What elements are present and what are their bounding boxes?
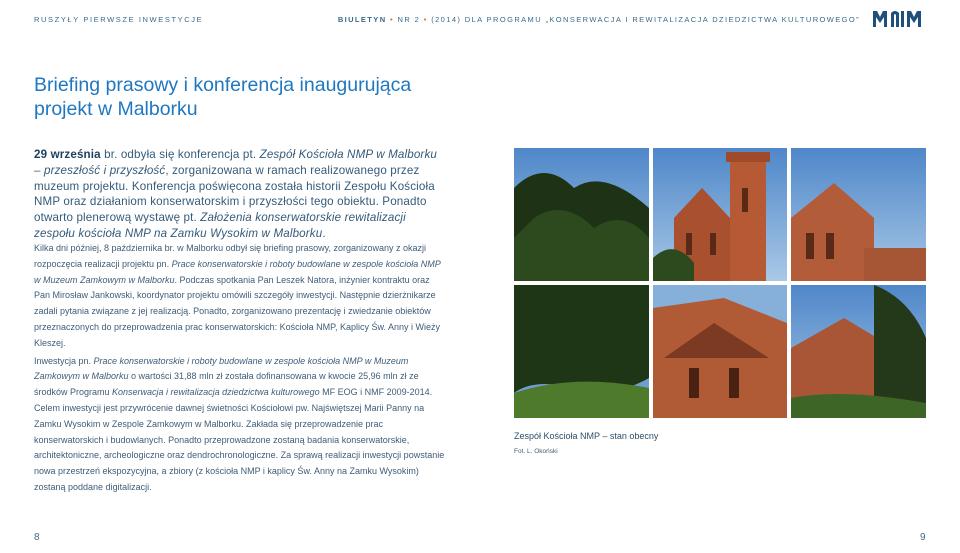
body-paragraph-1 [34, 241, 447, 352]
bulletin-header: BIULETYN • NR 2 • (2014) DLA PROGRAMU „KONSERWACJA I REWITALIZACJA DZIEDZICTWA KULTUROWEGO” [337, 15, 860, 24]
church-photo-collage [514, 148, 926, 418]
issue-label: NR 2 [397, 15, 421, 24]
article-body [34, 241, 447, 496]
p1-text-a: Kilka dni później, 8 października br. w Malborku odbył się briefing prasowy, zorganizowany z okazji rozpoczęcia realizacji projektu pn. [34, 243, 427, 269]
p2-program-name: Konserwacja i rewitalizacja dziedzictwa kulturowego [112, 387, 320, 398]
page-number-left: 8 [34, 532, 40, 543]
program-label: DLA PROGRAMU „KONSERWACJA I REWITALIZACJA DZIEDZICTWA KULTUROWEGO” [464, 15, 860, 24]
year-label: (2014) [431, 15, 462, 24]
page-title: Briefing prasowy i konferencja inaugurująca projekt w Malborku [34, 74, 412, 120]
lead-paragraph [34, 147, 446, 242]
photo-credit: Fot. L. Okoński [514, 448, 558, 455]
p2-text-c: MF EOG i NMF 2009-2014. Celem inwestycji jest przywrócenie dawnej świetności Kościołowi pw. Najświętszej Marii Panny na Zamku Wysokim w Zespole Zamkowym w Malborku. Zakłada się przeprowadzenie prac konserwatorskich i budowlanych. Ponadto przeprowadzone zostaną badania konserwatorskie, architektoniczne, archeologiczne oraz dendrochronologiczne. Za sprawą realizacji inwestycji powstanie nowa przestrzeń ekspozycyjna, a zbiory (z kościoła NMP i kaplicy Św. Anny na Zamku Wysokim) zostaną poddane digitalizacji. [34, 387, 445, 492]
lead-text-1: br. odbyła się konferencja pt. [100, 148, 260, 161]
page-number-right: 9 [920, 532, 926, 543]
lead-exhibition-title: Założenia konserwatorskie rewitalizacji zespołu kościoła NMP na Zamku Wysokim w Malborku [34, 211, 406, 240]
bulletin-label: BIULETYN [337, 15, 387, 24]
p1-project-title: Prace konserwatorskie i roboty budowlane w zespole kościoła NMP w Muzeum Zamkowym w Malborku [34, 258, 441, 285]
museum-logo-icon [873, 9, 927, 27]
body-paragraph-2 [34, 354, 447, 496]
photo-caption: Zespół Kościoła NMP – stan obecny [514, 431, 659, 441]
p2-text-a: Inwestycja pn. [34, 355, 94, 366]
p2-text-b: o wartości 31,88 mln zł została dofinansowana w kwocie 25,96 mln zł ze środków Programu [34, 371, 419, 398]
lead-text-3: . [322, 226, 326, 240]
p2-project-title: Prace konserwatorskie i roboty budowlane w zespole kościoła NMP w Muzeum Zamkowym w Malborku [34, 355, 409, 382]
lead-date: 29 września [34, 148, 101, 161]
lead-conference-title: Zespół Kościoła NMP w Malborku – przeszłość i przyszłość [34, 148, 437, 177]
section-header: RUSZYŁY PIERWSZE INWESTYCJE [34, 15, 204, 24]
lead-text-2: , zorganizowana w ramach realizowanego przez muzeum projektu. Konferencja poświęcona została historii Zespołu Kościoła NMP oraz działaniom konserwatorskim i przyszłości tego obiektu. Ponadto otwarto plenerową wystawę pt. [34, 163, 435, 225]
p1-text-b: . Podczas spotkania Pan Leszek Natora, inżynier kontraktu oraz Pan Mirosław Jankowski, koordynator projektu omówili szczegóły inwestycji. Następnie dzierżnikarze zadali pytania związane z jej realizacją. Ponadto, zorganizowano prezentację i zwiedzanie obiektów przeznaczonych do przeprowadzenia prac konserwatorskich: Kościoła NMP, Kaplicy Św. Anny i Wieży Kleszej. [34, 274, 441, 348]
